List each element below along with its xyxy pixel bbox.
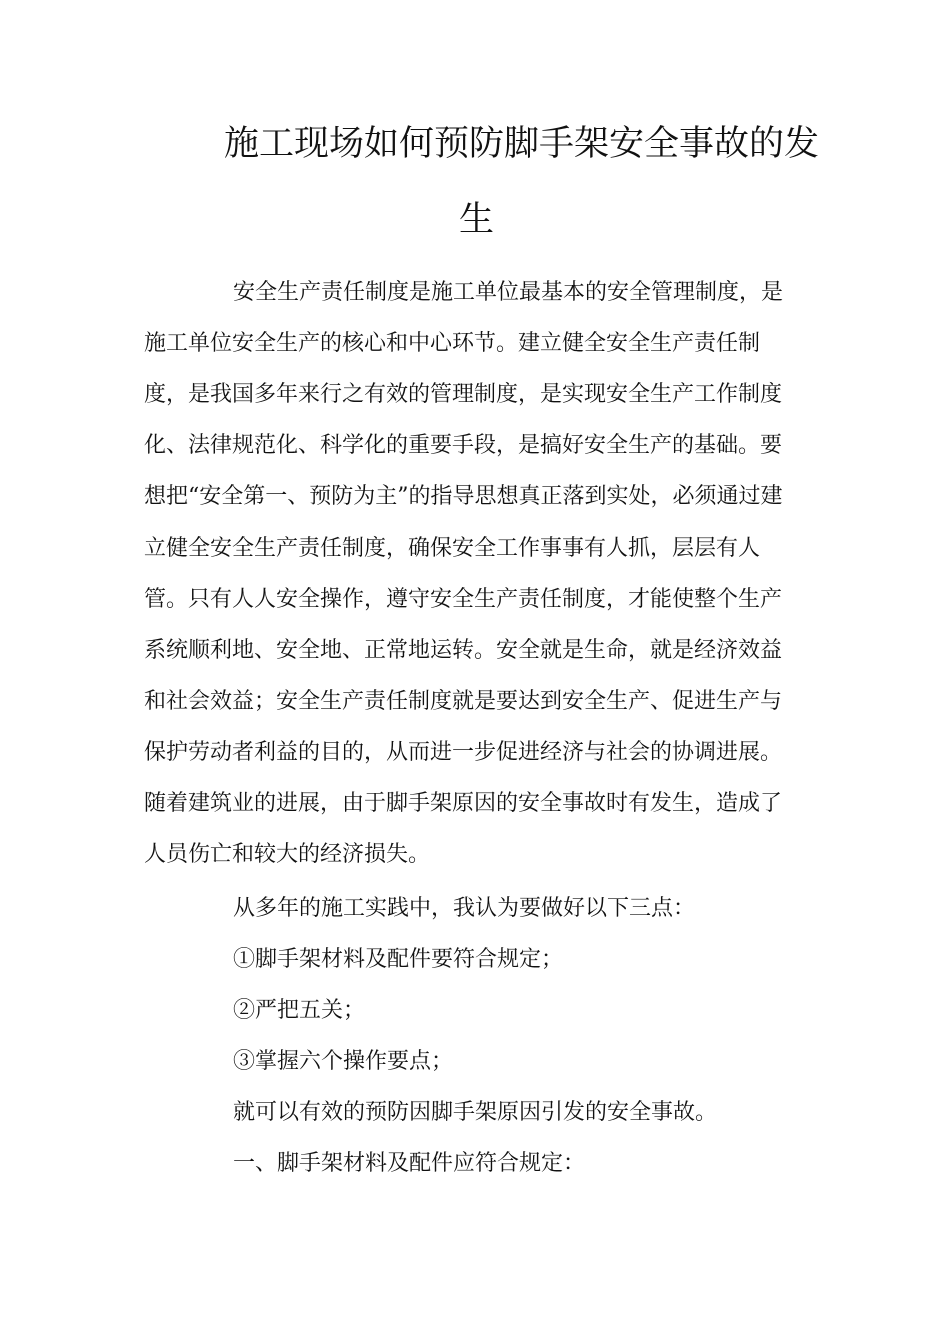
paragraph-line: 管。只有人人安全操作，遵守安全生产责任制度，才能使整个生产: [144, 587, 783, 612]
point-item-3: ③掌握六个操作要点；: [233, 1049, 454, 1074]
paragraph-line: 系统顺利地、安全地、正常地运转。安全就是生命，就是经济效益: [144, 638, 783, 663]
document-title-line-2: 生: [459, 200, 495, 240]
paragraph-line: 保护劳动者利益的目的，从而进一步促进经济与社会的协调进展。: [144, 740, 783, 765]
paragraph-line: 人员伤亡和较大的经济损失。: [144, 842, 431, 867]
document-title-line-1: 施工现场如何预防脚手架安全事故的发: [224, 124, 820, 164]
intro-paragraph: 从多年的施工实践中，我认为要做好以下三点：: [233, 896, 696, 921]
section-heading: 一、脚手架材料及配件应符合规定：: [233, 1151, 586, 1176]
paragraph-line: 随着建筑业的进展，由于脚手架原因的安全事故时有发生，造成了: [144, 791, 783, 816]
point-item-1: ①脚手架材料及配件要符合规定；: [233, 947, 564, 972]
paragraph-line: 施工单位安全生产的核心和中心环节。建立健全安全生产责任制: [144, 331, 761, 356]
paragraph-line: 安全生产责任制度是施工单位最基本的安全管理制度，是: [233, 280, 784, 305]
paragraph-line: 立健全安全生产责任制度，确保安全工作事事有人抓，层层有人: [144, 536, 761, 561]
paragraph-line: 想把“安全第一、预防为主”的指导思想真正落到实处，必须通过建: [144, 484, 783, 509]
conclusion-paragraph: 就可以有效的预防因脚手架原因引发的安全事故。: [233, 1100, 718, 1125]
paragraph-line: 和社会效益；安全生产责任制度就是要达到安全生产、促进生产与: [144, 689, 783, 714]
paragraph-line: 化、法律规范化、科学化的重要手段，是搞好安全生产的基础。要: [144, 433, 783, 458]
point-item-2: ②严把五关；: [233, 998, 366, 1023]
paragraph-line: 度，是我国多年来行之有效的管理制度，是实现安全生产工作制度: [144, 382, 783, 407]
